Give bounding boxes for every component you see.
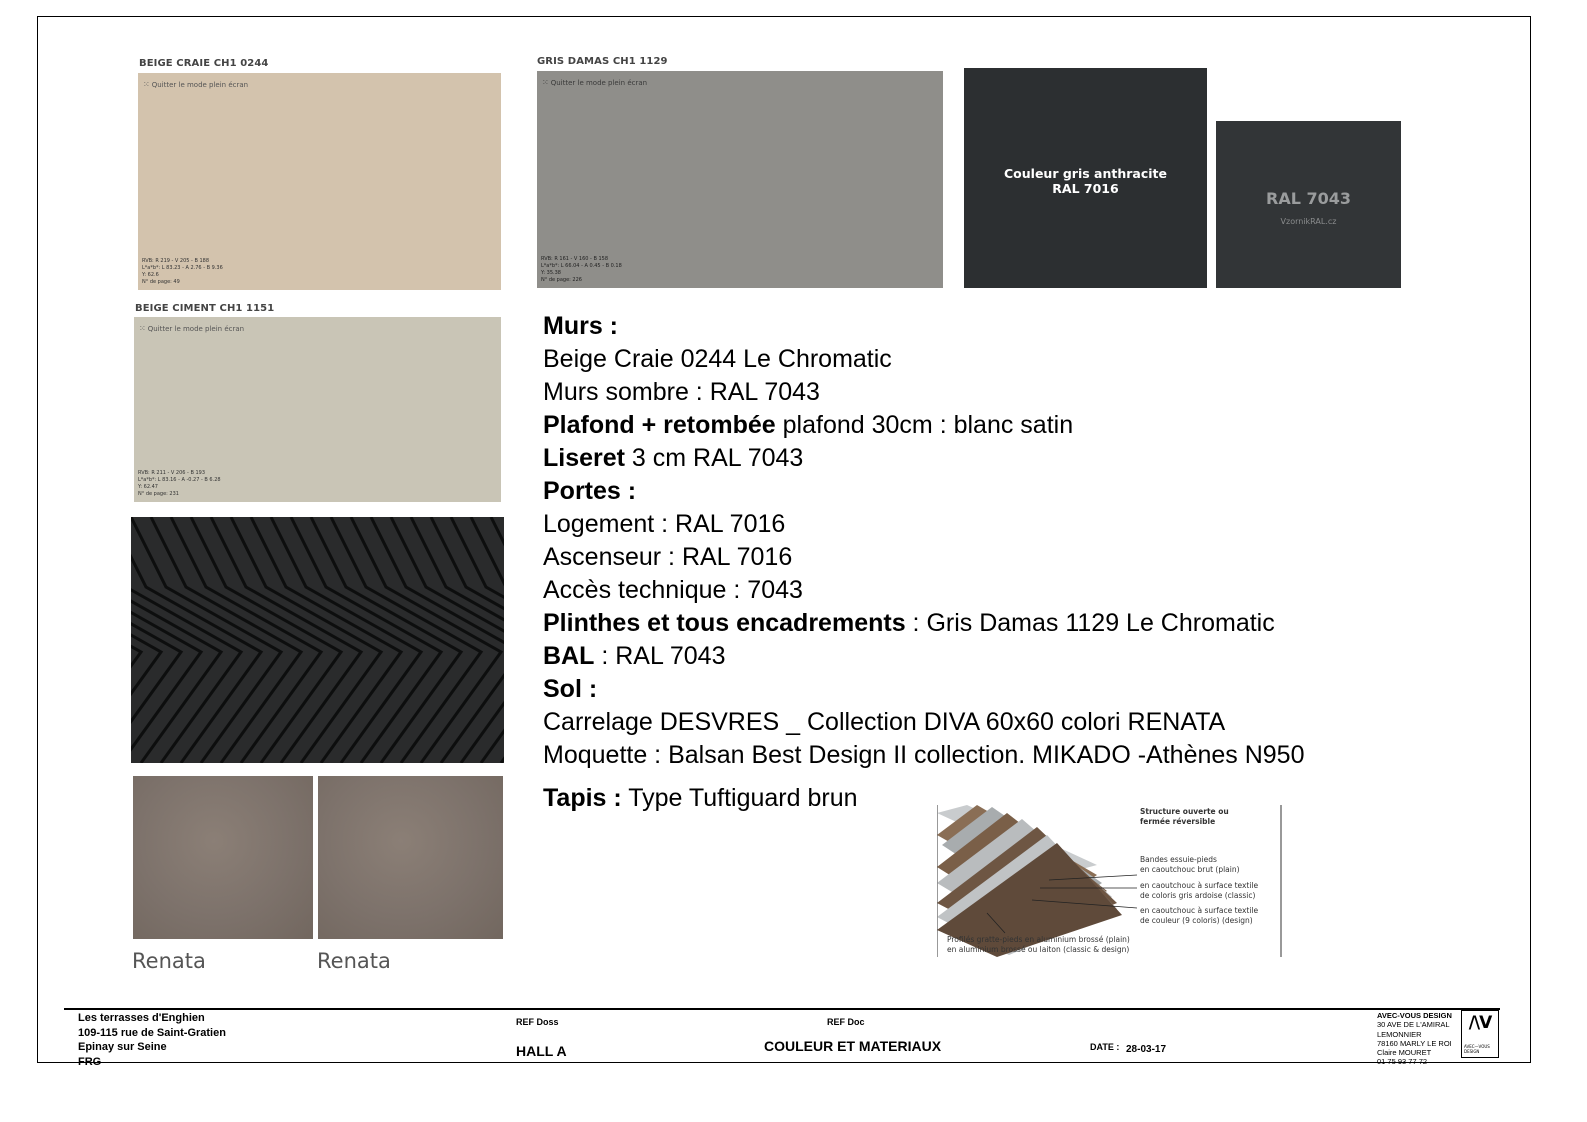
specification-text — [543, 310, 1443, 815]
diagram-band-c: en caoutchouc à surface textile de couleur (9 coloris) (design) — [1140, 906, 1259, 925]
murs-line-1: Beige Craie 0244 Le Chromatic — [543, 345, 892, 373]
diagram-band-b: en caoutchouc à surface textile de coloris gris ardoise (classic) — [1140, 881, 1259, 900]
tapis-line: Tapis : Type Tuftiguard brun — [543, 784, 858, 812]
swatch-ral-7016 — [964, 68, 1207, 288]
swatch-label-gris-damas: GRIS DAMAS CH1 1129 — [537, 56, 668, 67]
murs-line-2: Murs sombre : RAL 7043 — [543, 378, 820, 406]
ref-doss-value: HALL A — [516, 1043, 567, 1059]
tile-renata-right — [318, 776, 503, 939]
swatch-label-beige-craie: BEIGE CRAIE CH1 0244 — [139, 58, 269, 69]
exit-fullscreen-button[interactable]: ⁙ Quitter le mode plein écran — [139, 324, 245, 333]
portes-line-3: Accès technique : 7043 — [543, 576, 803, 604]
plafond-line: Plafond + retombée plafond 30cm : blanc satin — [543, 411, 1074, 439]
murs-heading: Murs : — [543, 312, 618, 340]
ref-doss-label: REF Doss — [516, 1017, 559, 1027]
company-logo — [1461, 1010, 1499, 1058]
logo-mark: /\V — [1468, 1013, 1492, 1033]
swatch-label-beige-ciment: BEIGE CIMENT CH1 1151 — [135, 303, 275, 314]
swatch-info: RVB: R 219 - V 205 - B 188 L*a*b*: L 83.23 - A 2.76 - B 9.36 Y: 62.6 N° de page: 49 — [142, 258, 223, 285]
exit-fullscreen-button[interactable]: ⁙ Quitter le mode plein écran — [542, 78, 648, 87]
diagram-band-a: Bandes essuie-pieds en caoutchouc brut (plain) — [1140, 855, 1240, 874]
carpet-pattern-image — [131, 517, 504, 763]
swatch-ral-7043 — [1216, 121, 1401, 288]
date-value: 28-03-17 — [1126, 1044, 1167, 1055]
project-address: Les terrasses d'Enghien 109-115 rue de Saint-Gratien Epinay sur Seine FRG — [78, 1012, 226, 1068]
ref-doc-value: COULEUR ET MATERIAUX — [764, 1038, 942, 1054]
ral-7016-caption: Couleur gris anthracite RAL 7016 — [1004, 166, 1167, 196]
diagram-title: Structure ouverte ou fermée réversible — [1140, 807, 1229, 826]
date-label: DATE : — [1090, 1042, 1120, 1052]
liseret-line: Liseret 3 cm RAL 7043 — [543, 444, 804, 472]
portes-line-1: Logement : RAL 7016 — [543, 510, 786, 538]
portes-heading: Portes : — [543, 477, 637, 505]
fullscreen-exit-icon: ⁙ — [143, 80, 150, 89]
swatch-beige-ciment — [134, 317, 501, 502]
fullscreen-exit-icon: ⁙ — [542, 78, 549, 87]
sol-heading: Sol : — [543, 675, 598, 703]
tile-label-left: Renata — [132, 949, 206, 973]
logo-text: AVEC—VOUS DESIGN — [1464, 1044, 1490, 1054]
diagram-profile-note: Profilés gratte-pieds en aluminium brossé (plain) en aluminium brossé ou laiton (classic & design) — [947, 935, 1130, 954]
swatch-info: RVB: R 211 - V 206 - B 193 L*a*b*: L 83.16 - A -0.27 - B 6.28 Y: 62.47 N° de page: 231 — [138, 470, 221, 497]
sol-line-2: Moquette : Balsan Best Design II collection. MIKADO -Athènes N950 — [543, 741, 1305, 769]
ref-doc-label: REF Doc — [827, 1017, 865, 1027]
sol-line-1: Carrelage DESVRES _ Collection DIVA 60x60 colori RENATA — [543, 708, 1226, 736]
swatch-info: RVB: R 161 - V 160 - B 158 L*a*b*: L 66.04 - A 0.45 - B 0.18 Y: 35.38 N° de page: 226 — [541, 256, 622, 283]
footer-divider — [64, 1008, 1500, 1010]
plinthes-line: Plinthes et tous encadrements : Gris Damas 1129 Le Chromatic — [543, 609, 1275, 637]
ral-7043-source: VzornikRAL.cz — [1280, 217, 1337, 226]
tile-label-right: Renata — [317, 949, 391, 973]
company-address: AVEC-VOUS DESIGN 30 AVE DE L'AMIRAL LEMONNIER 78160 MARLY LE ROI Claire MOURET 01 75 93 77 72 — [1377, 1011, 1452, 1067]
portes-line-2: Ascenseur : RAL 7016 — [543, 543, 793, 571]
fullscreen-exit-icon: ⁙ — [139, 324, 146, 333]
swatch-beige-craie — [138, 73, 501, 290]
bal-line: BAL : RAL 7043 — [543, 642, 726, 670]
ral-7043-title: RAL 7043 — [1266, 189, 1351, 208]
swatch-gris-damas — [537, 71, 943, 288]
exit-fullscreen-button[interactable]: ⁙ Quitter le mode plein écran — [143, 80, 249, 89]
tile-renata-left — [133, 776, 313, 939]
